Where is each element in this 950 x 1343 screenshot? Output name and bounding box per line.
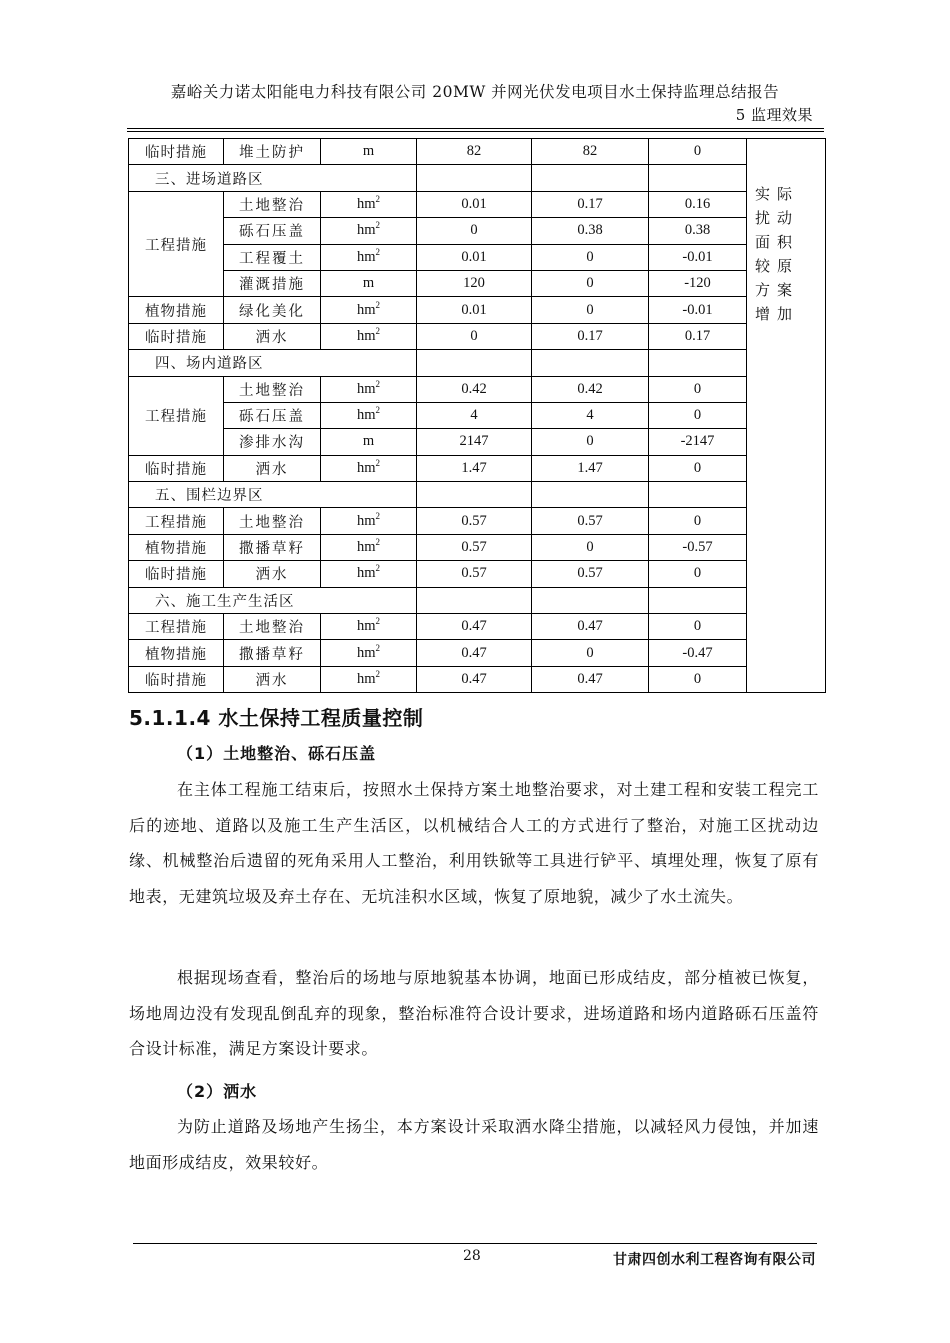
unit-text: hm — [356, 539, 376, 556]
item-cell: 撒播草籽 — [224, 534, 321, 560]
item-cell: 洒水 — [224, 561, 321, 587]
remark-cell: 实际扰动面积较原方案增加 — [747, 139, 826, 693]
unit-cell — [321, 508, 417, 534]
table-row — [129, 614, 826, 640]
empty-cell — [532, 350, 649, 376]
unit-text: hm — [356, 195, 376, 212]
unit-cell — [321, 270, 417, 296]
actual-value-cell: 0.57 — [532, 561, 649, 587]
section-label-cell: 四、场内道路区 — [129, 350, 417, 376]
difference-value-cell: -0.01 — [649, 244, 747, 270]
subheading-watering: （2）洒水 — [177, 1082, 258, 1101]
planned-value-cell: 0.01 — [417, 244, 532, 270]
paragraph-land-grading: 在主体工程施工结束后，按照水土保持方案土地整治要求，对土建工程和安装工程完工后的迹地、道路以及施工生产生活区，以机械结合人工的方式进行了整治，对施工区扰动边缘、机械整治后遗留的死角采用人工整治，利用铁锨等工具进行铲平、填埋处理，恢复了原有地表，无建筑垃圾及弃土存在、无坑洼积水区域，恢复了原地貌，减少了水土流失。 — [129, 780, 819, 906]
unit-text: hm — [356, 407, 376, 424]
table-section-row — [129, 587, 826, 613]
category-cell: 工程措施 — [129, 614, 224, 640]
table-section-row — [129, 165, 826, 191]
section-label-cell: 三、进场道路区 — [129, 165, 417, 191]
unit-cell — [321, 191, 417, 217]
unit-superscript: 2 — [375, 537, 381, 548]
table-row — [129, 534, 826, 560]
actual-value-cell: 0 — [532, 244, 649, 270]
unit-superscript: 2 — [375, 378, 381, 389]
header-section: 5 监理效果 — [735, 106, 813, 124]
actual-value-cell: 0.38 — [532, 218, 649, 244]
planned-value-cell: 4 — [417, 402, 532, 428]
empty-cell — [532, 587, 649, 613]
header-rule-thin — [127, 131, 824, 132]
actual-value-cell: 0 — [532, 297, 649, 323]
actual-value-cell: 0.42 — [532, 376, 649, 402]
table-row — [129, 376, 826, 402]
planned-value-cell: 82 — [417, 139, 532, 165]
unit-text: hm — [356, 618, 376, 635]
section-label-cell: 六、施工生产生活区 — [129, 587, 417, 613]
empty-cell — [417, 587, 532, 613]
unit-superscript: 2 — [375, 669, 381, 679]
difference-value-cell: 0 — [649, 508, 747, 534]
difference-value-cell: 0 — [649, 402, 747, 428]
unit-superscript: 2 — [375, 642, 381, 653]
unit-text: hm — [356, 512, 376, 529]
unit-text: hm — [356, 248, 376, 265]
item-cell: 洒水 — [224, 455, 321, 481]
unit-cell — [321, 402, 417, 428]
empty-cell — [532, 165, 649, 191]
subheading-land-grading: （1）土地整治、砾石压盖 — [177, 744, 377, 763]
planned-value-cell: 0 — [417, 323, 532, 349]
difference-value-cell: -2147 — [649, 429, 747, 455]
table-row — [129, 640, 826, 666]
footer-rule — [133, 1243, 817, 1244]
actual-value-cell: 82 — [532, 139, 649, 165]
unit-superscript: 2 — [375, 405, 381, 416]
table-row — [129, 244, 826, 270]
actual-value-cell: 0.57 — [532, 508, 649, 534]
unit-text: hm — [356, 459, 376, 476]
unit-superscript: 2 — [375, 325, 381, 336]
page-number: 28 — [463, 1248, 481, 1264]
item-cell: 工程覆土 — [224, 244, 321, 270]
category-cell: 植物措施 — [129, 297, 224, 323]
actual-value-cell: 0 — [532, 270, 649, 296]
table-row — [129, 402, 826, 428]
item-cell: 绿化美化 — [224, 297, 321, 323]
actual-value-cell: 0.17 — [532, 323, 649, 349]
paragraph-watering: 为防止道路及场地产生扬尘，本方案设计采取洒水降尘措施，以减轻风力侵蚀，并加速地面形成结皮，效果较好。 — [129, 1117, 819, 1172]
unit-superscript: 2 — [375, 220, 381, 231]
category-cell: 临时措施 — [129, 455, 224, 481]
planned-value-cell: 0.47 — [417, 614, 532, 640]
footer-organization: 甘肃四创水利工程咨询有限公司 — [613, 1252, 816, 1268]
table-row — [129, 191, 826, 217]
empty-cell — [417, 482, 532, 508]
category-cell: 临时措施 — [129, 666, 224, 692]
section-label-cell: 五、围栏边界区 — [129, 482, 417, 508]
actual-value-cell: 0 — [532, 429, 649, 455]
item-cell: 土地整治 — [224, 376, 321, 402]
unit-superscript: 2 — [375, 510, 381, 521]
empty-cell — [532, 482, 649, 508]
unit-superscript: 2 — [375, 457, 381, 468]
planned-value-cell: 0.57 — [417, 534, 532, 560]
difference-value-cell: 0 — [649, 139, 747, 165]
difference-value-cell: 0.16 — [649, 191, 747, 217]
difference-value-cell: 0 — [649, 666, 747, 692]
unit-cell — [321, 561, 417, 587]
unit-text: hm — [356, 222, 376, 239]
planned-value-cell: 0.42 — [417, 376, 532, 402]
category-cell: 工程措施 — [129, 376, 224, 455]
category-cell: 临时措施 — [129, 139, 224, 165]
unit-cell — [321, 297, 417, 323]
difference-value-cell: 0 — [649, 614, 747, 640]
table-row — [129, 561, 826, 587]
table-section-row — [129, 350, 826, 376]
table-row — [129, 297, 826, 323]
section-heading: 5.1.1.4 水土保持工程质量控制 — [129, 706, 424, 730]
actual-value-cell: 0.47 — [532, 666, 649, 692]
planned-value-cell: 2147 — [417, 429, 532, 455]
item-cell: 砾石压盖 — [224, 218, 321, 244]
unit-superscript: 2 — [375, 299, 381, 310]
unit-cell — [321, 455, 417, 481]
table-row — [129, 508, 826, 534]
difference-value-cell: 0 — [649, 561, 747, 587]
measures-table — [128, 138, 826, 693]
difference-value-cell: -0.01 — [649, 297, 747, 323]
unit-cell — [321, 614, 417, 640]
table-section-row — [129, 482, 826, 508]
unit-text: hm — [356, 671, 376, 687]
unit-cell — [321, 218, 417, 244]
difference-value-cell: 0 — [649, 376, 747, 402]
category-cell: 植物措施 — [129, 640, 224, 666]
difference-value-cell: -0.47 — [649, 640, 747, 666]
unit-superscript: 2 — [375, 563, 381, 574]
planned-value-cell: 0.47 — [417, 640, 532, 666]
table-row — [129, 323, 826, 349]
unit-text: m — [362, 143, 375, 160]
item-cell: 灌溉措施 — [224, 270, 321, 296]
paragraph-site-inspection: 根据现场查看，整治后的场地与原地貌基本协调，地面已形成结皮，部分植被已恢复，场地周边没有发现乱倒乱弃的现象，整治标准符合设计要求，进场道路和场内道路砾石压盖符合设计标准，满足方案设计要求。 — [129, 968, 819, 1058]
unit-cell — [321, 666, 417, 692]
planned-value-cell: 120 — [417, 270, 532, 296]
actual-value-cell: 0.17 — [532, 191, 649, 217]
item-cell: 土地整治 — [224, 191, 321, 217]
item-cell: 土地整治 — [224, 614, 321, 640]
unit-text: hm — [356, 301, 376, 318]
empty-cell — [649, 165, 747, 191]
unit-text: m — [362, 275, 375, 292]
item-cell: 撒播草籽 — [224, 640, 321, 666]
unit-superscript: 2 — [375, 193, 381, 204]
item-cell: 渗排水沟 — [224, 429, 321, 455]
table-row — [129, 429, 826, 455]
item-cell: 洒水 — [224, 323, 321, 349]
category-cell: 植物措施 — [129, 534, 224, 560]
table-row — [129, 218, 826, 244]
unit-text: hm — [356, 380, 376, 397]
planned-value-cell: 0.01 — [417, 191, 532, 217]
item-cell: 洒水 — [224, 666, 321, 692]
item-cell: 土地整治 — [224, 508, 321, 534]
difference-value-cell: -120 — [649, 270, 747, 296]
unit-cell — [321, 376, 417, 402]
unit-text: m — [362, 433, 375, 450]
planned-value-cell: 1.47 — [417, 455, 532, 481]
difference-value-cell: 0 — [649, 455, 747, 481]
planned-value-cell: 0.01 — [417, 297, 532, 323]
unit-cell — [321, 640, 417, 666]
table-row — [129, 139, 826, 165]
table-row — [129, 270, 826, 296]
measures-table-body — [129, 139, 826, 693]
unit-superscript: 2 — [375, 246, 381, 257]
empty-cell — [649, 587, 747, 613]
actual-value-cell: 0 — [532, 640, 649, 666]
item-cell: 砾石压盖 — [224, 402, 321, 428]
unit-cell — [321, 244, 417, 270]
category-cell: 工程措施 — [129, 191, 224, 297]
empty-cell — [417, 350, 532, 376]
difference-value-cell: -0.57 — [649, 534, 747, 560]
unit-text: hm — [356, 565, 376, 582]
planned-value-cell: 0.57 — [417, 561, 532, 587]
category-cell: 临时措施 — [129, 323, 224, 349]
difference-value-cell: 0.17 — [649, 323, 747, 349]
unit-cell — [321, 534, 417, 560]
unit-superscript: 2 — [375, 616, 381, 627]
actual-value-cell: 0 — [532, 534, 649, 560]
planned-value-cell: 0 — [417, 218, 532, 244]
header-title: 嘉峪关力诺太阳能电力科技有限公司 20MW 并网光伏发电项目水土保持监理总结报告 — [170, 83, 780, 101]
planned-value-cell: 0.47 — [417, 666, 532, 692]
header-rule — [127, 128, 824, 129]
actual-value-cell: 0.47 — [532, 614, 649, 640]
actual-value-cell: 1.47 — [532, 455, 649, 481]
table-row — [129, 455, 826, 481]
unit-text: hm — [356, 644, 376, 661]
unit-cell — [321, 429, 417, 455]
unit-text: hm — [356, 327, 376, 344]
empty-cell — [649, 350, 747, 376]
empty-cell — [649, 482, 747, 508]
unit-cell — [321, 323, 417, 349]
unit-cell — [321, 139, 417, 165]
difference-value-cell: 0.38 — [649, 218, 747, 244]
category-cell: 临时措施 — [129, 561, 224, 587]
empty-cell — [417, 165, 532, 191]
item-cell: 堆土防护 — [224, 139, 321, 165]
table-row — [129, 666, 826, 692]
planned-value-cell: 0.57 — [417, 508, 532, 534]
actual-value-cell: 4 — [532, 402, 649, 428]
category-cell: 工程措施 — [129, 508, 224, 534]
